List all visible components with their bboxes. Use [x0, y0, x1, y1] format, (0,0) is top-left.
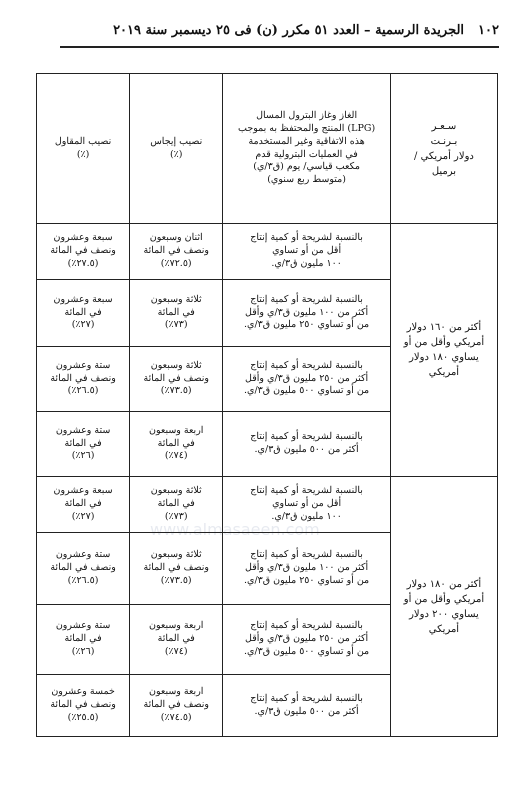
egas-share-cell-line: اثنان وسبعون	[149, 232, 203, 244]
egas-share-cell-line: في المائة	[157, 498, 195, 510]
contractor-share-cell-line: ستة وعشرون	[55, 424, 111, 436]
production-tier-cell	[223, 347, 391, 412]
gazette-title: الجريدة الرسمية – العدد ٥١ مكرر (ن) فى ٢٥ ديسمبر سنة ٢٠١٩	[113, 22, 465, 38]
production-tier-cell-line: أكثر من ٢٥٠ مليون ق٣/ي وأقل	[245, 633, 369, 645]
contractor-share-cell	[37, 224, 130, 280]
egas-share-cell-line: ثلاثة وسبعون	[150, 485, 202, 497]
header-line: دولار أمريكي /	[414, 150, 474, 162]
production-tier-cell-line: ١٠٠ مليون ق٣/ي.	[271, 257, 342, 269]
production-tier-cell-line: بالنسبة لشريحة أو كمية إنتاج	[250, 293, 363, 305]
production-tier-cell-line: بالنسبة لشريحة أو كمية إنتاج	[250, 232, 363, 244]
header-line: برميل	[431, 165, 457, 177]
header-line: نصيب المقاول	[54, 135, 112, 147]
production-tier-cell-line: بالنسبة لشريحة أو كمية إنتاج	[250, 431, 363, 443]
contractor-share-cell	[37, 675, 130, 737]
egas-share-cell	[130, 280, 223, 347]
egas-share-cell-line: ونصف في المائة	[143, 372, 209, 384]
price-range-line: أمريكي	[428, 367, 460, 378]
egas-share-cell-line: في المائة	[157, 437, 195, 449]
header-line: مكعب قياسي/ يوم (ق٣/ي)	[253, 161, 360, 173]
contractor-share-cell-line: (٢٦.٥٪)	[67, 385, 99, 397]
header-line: (٪)	[169, 148, 183, 160]
price-range-cell	[390, 477, 497, 737]
production-tier-cell-line: ١٠٠ مليون ق٣/ي.	[271, 510, 342, 522]
production-tier-cell-line: أكثر من ١٠٠ مليون ق٣/ي وأقل	[245, 562, 369, 574]
header-line: هذه الاتفاقية وغير المستخدمة	[248, 135, 365, 147]
production-tier-cell-line: بالنسبة لشريحة أو كمية إنتاج	[250, 692, 363, 704]
production-tier-cell	[223, 280, 391, 347]
egas-share-cell-line: في المائة	[157, 633, 195, 645]
egas-share-cell	[130, 477, 223, 533]
production-tier-cell-line: بالنسبة لشريحة أو كمية إنتاج	[250, 620, 363, 632]
contractor-share-cell-line: في المائة	[64, 498, 102, 510]
contractor-share-cell-line: ونصف في المائة	[50, 699, 116, 711]
egas-share-cell-line: ثلاثة وسبعون	[150, 549, 202, 561]
production-tier-cell	[223, 477, 391, 533]
contractor-share-cell	[37, 605, 130, 675]
egas-share-cell-line: (٧٤.٥٪)	[160, 711, 192, 723]
egas-share-cell-line: (٧٢.٥٪)	[160, 257, 192, 269]
contractor-share-cell-line: (٢٦٪)	[71, 645, 95, 657]
production-tier-cell-line: من أو تساوي ٥٠٠ مليون ق٣/ي.	[244, 385, 370, 397]
production-tier-cell-line: أقل من أو تساوي	[272, 498, 342, 510]
price-range-line: يساوي ٢٠٠ دولار	[409, 608, 479, 620]
egas-share-cell-line: اربعة وسبعون	[148, 620, 204, 632]
egas-share-cell-line: (٧٤٪)	[164, 645, 188, 657]
egas-share-cell	[130, 412, 223, 477]
production-tier-cell-line: أقل من أو تساوي	[272, 245, 342, 257]
price-range-line: أكثر من ١٦٠ دولار	[406, 322, 482, 333]
header-line: (متوسط ربع سنوي)	[267, 174, 346, 186]
egas-share-cell-line: (٧٤٪)	[164, 450, 188, 462]
production-tier-cell	[223, 675, 391, 737]
contractor-share-cell-line: خمسة وعشرون	[51, 686, 115, 698]
price-range-cell	[390, 224, 497, 477]
production-tier-cell-line: بالنسبة لشريحة أو كمية إنتاج	[250, 549, 363, 561]
production-tier-cell	[223, 605, 391, 675]
contractor-share-cell-line: (٢٦٪)	[71, 450, 95, 462]
production-tier-cell-line: أكثر من ٥٠٠ مليون ق٣/ي.	[254, 444, 359, 455]
contractor-share-cell-line: سبعة وعشرون	[53, 232, 113, 244]
header-line: في العمليات البترولية قدم	[255, 148, 358, 160]
contractor-share-cell-line: سبعة وعشرون	[53, 485, 113, 497]
price-range-line: أكثر من ١٨٠ دولار	[406, 578, 482, 590]
contractor-share-cell	[37, 477, 130, 533]
egas-share-cell	[130, 605, 223, 675]
contractor-share-cell-line: ستة وعشرون	[55, 549, 111, 561]
header-line: بـرنـت	[430, 135, 458, 147]
production-tier-cell-line: من أو تساوي ٥٠٠ مليون ق٣/ي.	[244, 645, 370, 657]
production-tier-cell-line: أكثر من ٢٥٠ مليون ق٣/ي وأقل	[245, 372, 369, 384]
contractor-share-cell-line: في المائة	[64, 306, 102, 318]
header-line: (LPG) المنتج والمحتفظ به بموجب	[238, 122, 376, 134]
contractor-share-cell-line: ونصف في المائة	[50, 562, 116, 574]
contractor-share-cell-line: في المائة	[64, 633, 102, 645]
production-tier-cell	[223, 533, 391, 605]
header-brent-price	[390, 74, 497, 224]
egas-share-cell-line: ونصف في المائة	[143, 245, 209, 257]
contractor-share-cell-line: (٢٥.٥٪)	[67, 711, 99, 723]
contractor-share-cell-line: ستة وعشرون	[55, 359, 111, 371]
contractor-share-cell-line: (٢٧٪)	[71, 319, 95, 331]
price-range-line: أمريكي وأقل من أو	[403, 593, 485, 605]
egas-share-cell	[130, 224, 223, 280]
price-range-line: يساوي ١٨٠ دولار	[409, 352, 479, 363]
watermark-text: www.almasaeen.com	[150, 520, 320, 539]
contractor-share-cell	[37, 280, 130, 347]
contractor-share-cell-line: (٢٧.٥٪)	[67, 257, 99, 269]
egas-share-cell	[130, 533, 223, 605]
production-tier-cell	[223, 224, 391, 280]
egas-share-cell	[130, 675, 223, 737]
egas-share-cell-line: اربعة وسبعون	[148, 686, 204, 698]
egas-share-cell-line: ثلاثة وسبعون	[150, 293, 202, 305]
header-line: (٪)	[76, 148, 90, 160]
contractor-share-cell	[37, 533, 130, 605]
contractor-share-cell	[37, 347, 130, 412]
table-row	[37, 224, 498, 280]
egas-share-cell	[130, 347, 223, 412]
price-range-line: أمريكي وأقل من أو	[403, 337, 485, 348]
page-number: ١٠٢	[478, 22, 499, 38]
production-tier-cell-line: أكثر من ١٠٠ مليون ق٣/ي وأقل	[245, 306, 369, 318]
egas-share-cell-line: ونصف في المائة	[143, 699, 209, 711]
header-contractor-share	[37, 74, 130, 224]
contractor-share-cell-line: سبعة وعشرون	[53, 293, 113, 305]
contractor-share-cell-line: ونصف في المائة	[50, 245, 116, 257]
production-sharing-table	[36, 73, 498, 737]
egas-share-cell-line: (٧٣.٥٪)	[160, 385, 192, 397]
contractor-share-cell-line: ونصف في المائة	[50, 372, 116, 384]
contractor-share-cell-line: ستة وعشرون	[55, 620, 111, 632]
contractor-share-cell	[37, 412, 130, 477]
production-tier-cell-line: بالنسبة لشريحة أو كمية إنتاج	[250, 485, 363, 497]
egas-share-cell-line: (٧٣٪)	[164, 510, 188, 522]
egas-share-cell-line: (٧٣.٥٪)	[160, 574, 192, 586]
table-header-row	[37, 74, 498, 224]
header-line: نصيب إيجاس	[150, 135, 203, 147]
header-gas-description	[223, 74, 391, 224]
production-tier-cell-line: بالنسبة لشريحة أو كمية إنتاج	[250, 359, 363, 371]
egas-share-cell-line: في المائة	[157, 306, 195, 318]
contractor-share-cell-line: في المائة	[64, 437, 102, 449]
production-tier-cell	[223, 412, 391, 477]
table-row	[37, 477, 498, 533]
contractor-share-cell-line: (٢٦.٥٪)	[67, 574, 99, 586]
production-tier-cell-line: من أو تساوي ٢٥٠ مليون ق٣/ي.	[244, 574, 370, 586]
egas-share-cell-line: ونصف في المائة	[143, 562, 209, 574]
header-egas-share	[130, 74, 223, 224]
page-header	[60, 18, 499, 42]
production-tier-cell-line: أكثر من ٥٠٠ مليون ق٣/ي.	[254, 705, 359, 717]
egas-share-cell-line: ثلاثة وسبعون	[150, 359, 202, 371]
egas-share-cell-line: (٧٣٪)	[164, 319, 188, 331]
egas-share-cell-line: اربعة وسبعون	[148, 424, 204, 436]
header-line: سـعـر	[431, 120, 457, 132]
price-range-line: أمريكي	[428, 623, 460, 635]
production-tier-cell-line: من أو تساوي ٢٥٠ مليون ق٣/ي.	[244, 319, 370, 331]
header-divider	[60, 46, 499, 48]
header-line: الغاز وغاز البترول المسال	[256, 110, 358, 122]
contractor-share-cell-line: (٢٧٪)	[71, 510, 95, 522]
